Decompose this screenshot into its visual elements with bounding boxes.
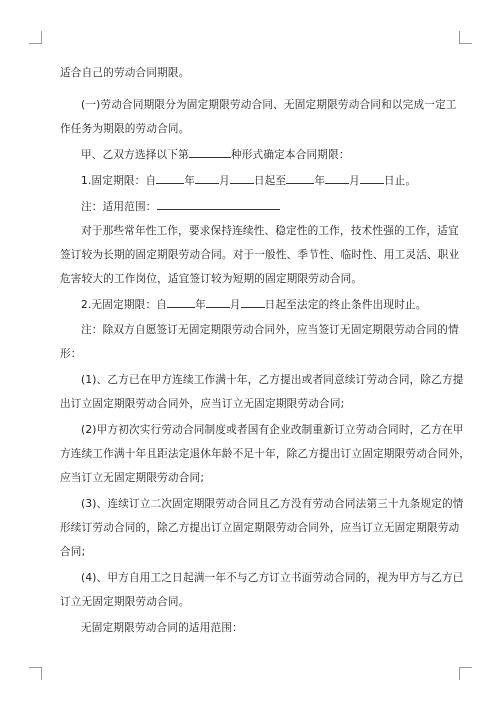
paragraph-line: 适合自己的劳动合同期限。	[60, 67, 190, 79]
line-text: 甲、乙双方选择以下第	[81, 149, 189, 161]
line-text: 年	[314, 175, 326, 187]
paragraph-line: (4)、甲方自用工之日起满一年不与乙方订立书面劳动合同的，视为甲方与乙方已	[81, 572, 464, 584]
paragraph-line: 形：	[60, 348, 82, 360]
crop-mark-top-right	[459, 31, 472, 44]
line-text: 月	[229, 299, 241, 311]
line-text: 年	[195, 299, 206, 311]
blank-field[interactable]	[360, 173, 384, 184]
paragraph-line: 无固定期限劳动合同的适用范围：	[81, 622, 243, 634]
line-text: 种形式确定本合同期限：	[230, 149, 350, 161]
blank-field[interactable]	[241, 297, 265, 308]
paragraph-line: 订立无固定期限劳动合同。	[60, 596, 190, 608]
blank-field[interactable]	[230, 173, 254, 184]
line-text: 日起至	[253, 175, 287, 187]
crop-mark-top-left	[29, 31, 42, 44]
blank-field[interactable]	[286, 173, 314, 184]
line-text: 月	[219, 175, 230, 187]
paragraph-line: 出订立固定期限劳动合同外，应当订立无固定期限劳动合同;	[60, 398, 345, 410]
blank-field[interactable]	[156, 173, 184, 184]
line-text: 注：适用范围：	[81, 201, 157, 213]
line-text: 日止。	[383, 175, 417, 187]
blank-field[interactable]	[189, 147, 231, 158]
paragraph-line: 方连续工作满十年且距法定退休年龄不足十年，除乙方提出订立固定期限劳动合同外，	[60, 448, 471, 460]
blank-field[interactable]	[195, 173, 219, 184]
blank-field[interactable]	[157, 199, 280, 210]
line-text: 1.固定期限：自	[81, 175, 157, 187]
paragraph-line: 危害较大的工作岗位，适宜签订较为短期的固定期限劳动合同。	[60, 273, 363, 285]
line-text: 日起至法定的终止条件出现时止。	[264, 299, 427, 311]
line-text: 月	[349, 175, 360, 187]
open-term-line	[81, 297, 427, 312]
paragraph-line: 合同;	[60, 546, 86, 558]
paragraph-line: (1)、乙方已在甲方连续工作满十年，乙方提出或者同意续订劳动合同，除乙方提	[81, 374, 464, 386]
line-text: 2.无固定期限：自	[81, 299, 168, 311]
paragraph-line: 形续订劳动合同的，除乙方提出订立固定期限劳动合同外，应当订立无固定期限劳动	[60, 522, 460, 534]
paragraph-line: 应当订立无固定期限劳动合同;	[60, 472, 205, 484]
scope-note-line	[81, 199, 280, 214]
paragraph-line: (一)劳动合同期限分为固定期限劳动合同、无固定期限劳动合同和以完成一定工	[81, 99, 457, 111]
paragraph-line: 签订较为长期的固定期限劳动合同。对于一般性、季节性、临时性、用工灵活、职业	[60, 249, 460, 261]
blank-field[interactable]	[167, 297, 195, 308]
blank-field[interactable]	[206, 297, 230, 308]
line-text: 年	[184, 175, 196, 187]
paragraph-line: (2)甲方初次实行劳动合同制度或者国有企业改制重新订立劳动合同时，乙方在甲	[81, 424, 464, 436]
term-choice-line	[81, 147, 350, 162]
crop-mark-bottom-right	[459, 667, 472, 680]
paragraph-line: 作任务为期限的劳动合同。	[60, 123, 190, 135]
crop-mark-bottom-left	[29, 667, 42, 680]
fixed-term-line	[81, 173, 416, 188]
blank-field[interactable]	[325, 173, 349, 184]
paragraph-line: 注：除双方自愿签订无固定期限劳动合同外，应当签订无固定期限劳动合同的情	[81, 324, 459, 336]
paragraph-line: 对于那些常年性工作，要求保持连续性、稳定性的工作，技术性强的工作，适宜	[81, 225, 459, 237]
paragraph-line: (3)、连续订立二次固定期限劳动合同且乙方没有劳动合同法第三十九条规定的情	[81, 498, 464, 510]
